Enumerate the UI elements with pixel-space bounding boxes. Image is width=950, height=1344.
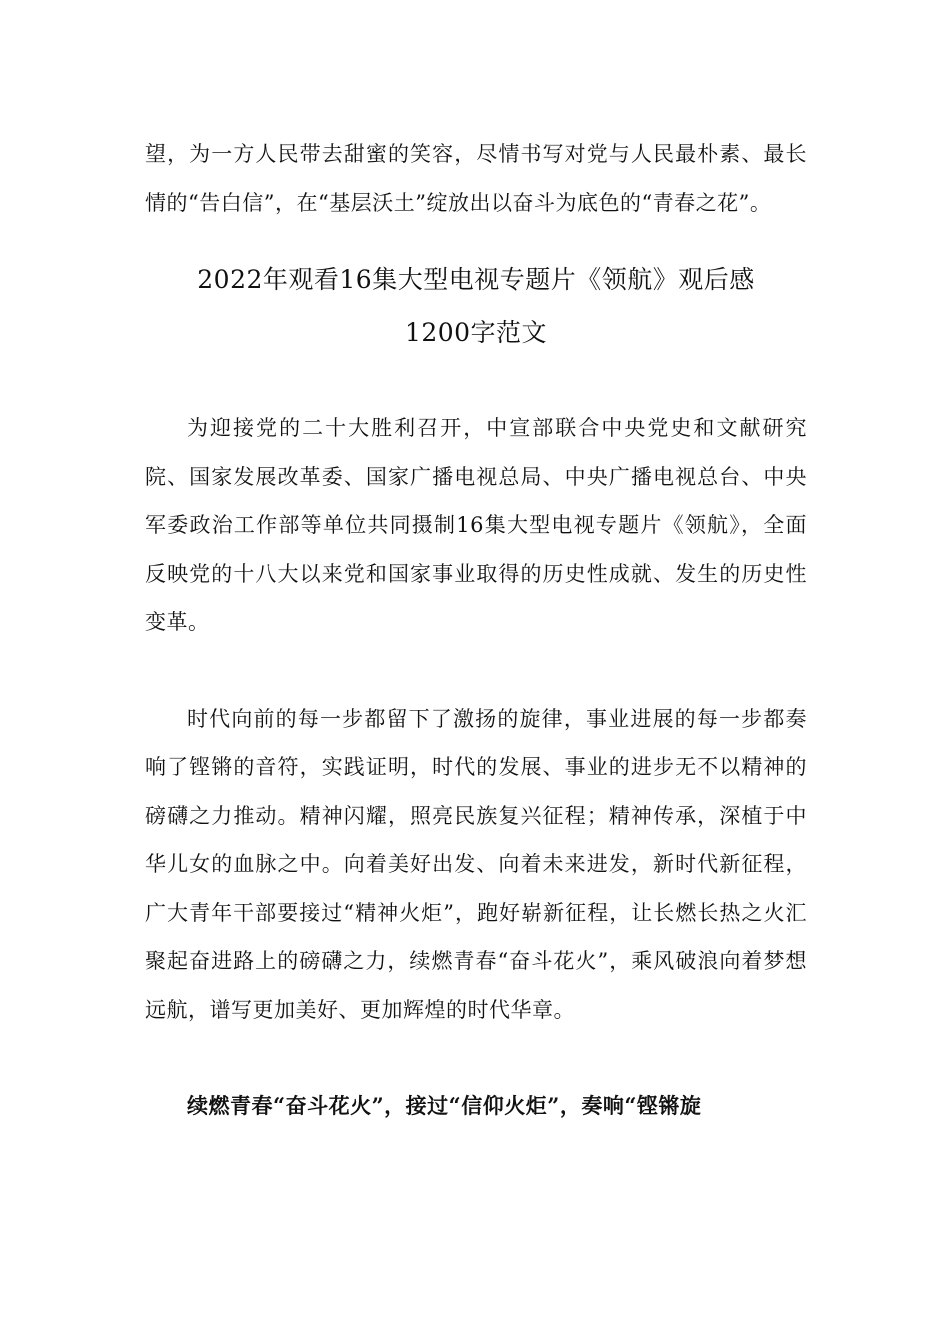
section-heading: 续燃青春“奋斗花火”，接过“信仰火炬”，奏响“铿锵旋 bbox=[187, 1093, 702, 1118]
title-line-2: 1200字范文 bbox=[404, 318, 548, 347]
body-paragraph: 为迎接党的二十大胜利召开，中宣部联合中央党史和文献研究院、国家发展改革委、国家广播电视总局、中央广播电视总台、中央军委政治工作部等单位共同摄制16集大型电视专题片《领航》，全面反映党的十八大以来党和国家事业取得的历史性成就、发生的历史性变革。 bbox=[145, 416, 807, 634]
lead-paragraph: 望，为一方人民带去甜蜜的笑容，尽情书写对党与人民最朴素、最长情的“告白信”，在“基层沃土”绽放出以奋斗为底色的“青春之花”。 bbox=[145, 142, 807, 215]
document-body bbox=[145, 130, 807, 1131]
body-paragraph: 时代向前的每一步都留下了激扬的旋律，事业进展的每一步都奏响了铿锵的音符，实践证明，时代的发展、事业的进步无不以精神的磅礴之力推动。精神闪耀，照亮民族复兴征程；精神传承，深植于中华儿女的血脉之中。向着美好出发、向着未来进发，新时代新征程，广大青年干部要接过“精神火炬”，跑好崭新征程，让长燃长热之火汇聚起奋进路上的磅礴之力，续燃青春“奋斗花火”，乘风破浪向着梦想远航，谱写更加美好、更加辉煌的时代华章。 bbox=[145, 706, 807, 1022]
document-title bbox=[145, 253, 807, 359]
title-line-1: 2022年观看16集大型电视专题片《领航》观后感 bbox=[197, 265, 755, 294]
